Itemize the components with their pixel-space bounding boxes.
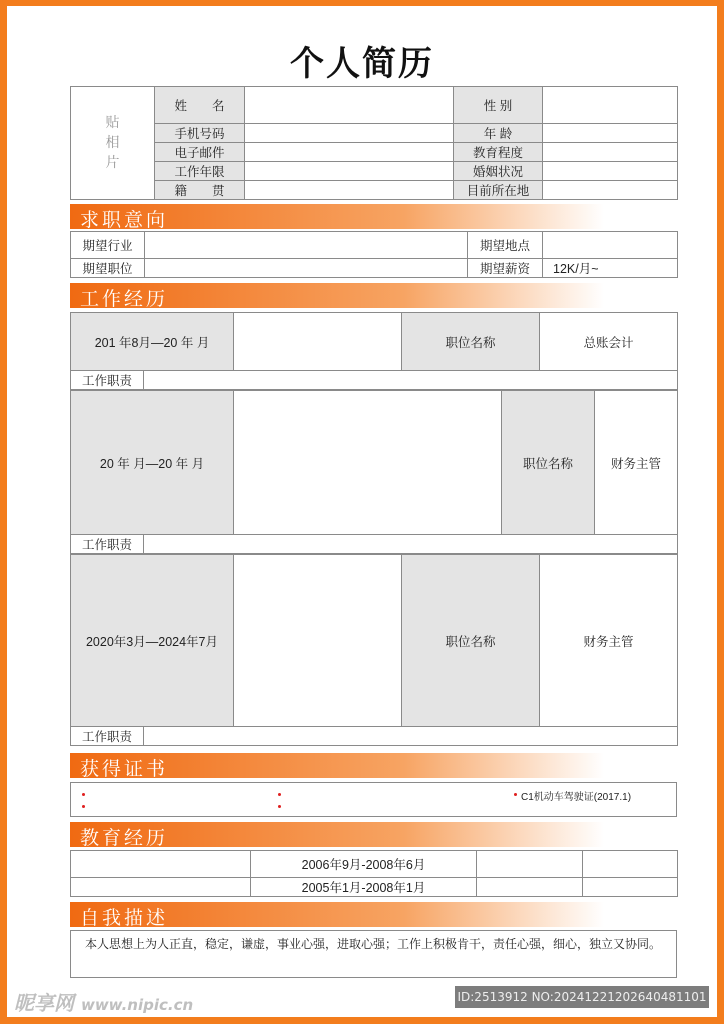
- personal-info-table: [70, 86, 678, 200]
- edu-degree-2[interactable]: [583, 878, 678, 897]
- work-company-3[interactable]: [234, 555, 402, 727]
- work-entry-1: [70, 312, 678, 390]
- edu-school-2[interactable]: [71, 878, 251, 897]
- duty-content-2[interactable]: [144, 535, 678, 554]
- age-label: 年 龄: [454, 124, 543, 143]
- name-value[interactable]: [245, 87, 454, 124]
- expected-location-label: 期望地点: [468, 232, 543, 259]
- photo-placeholder[interactable]: 贴 相 片: [71, 87, 155, 200]
- position-label-1: 职位名称: [402, 313, 540, 371]
- marital-status-value[interactable]: [543, 162, 678, 181]
- position-label-2: 职位名称: [502, 391, 595, 535]
- current-location-value[interactable]: [543, 181, 678, 200]
- edu-major-2[interactable]: [477, 878, 583, 897]
- cert-item: C1机动车驾驶证(2017.1): [521, 792, 632, 803]
- work-entry-2: [70, 390, 678, 554]
- current-location-label: 目前所在地: [454, 181, 543, 200]
- expected-industry-value[interactable]: [145, 232, 468, 259]
- name-label: 姓 名: [155, 87, 245, 124]
- work-years-label: 工作年限: [155, 162, 245, 181]
- position-value-3[interactable]: 财务主管: [540, 555, 678, 727]
- expected-position-label: 期望职位: [71, 259, 145, 278]
- position-value-2[interactable]: 财务主管: [595, 391, 678, 535]
- phone-label: 手机号码: [155, 124, 245, 143]
- email-label: 电子邮件: [155, 143, 245, 162]
- education-table: [70, 850, 678, 897]
- phone-value[interactable]: [245, 124, 454, 143]
- duty-content-3[interactable]: [144, 727, 678, 746]
- marital-status-label: 婚姻状况: [454, 162, 543, 181]
- expected-location-value[interactable]: [543, 232, 678, 259]
- work-company-2[interactable]: [234, 391, 502, 535]
- watermark-url: www.nipic.cn: [80, 996, 194, 1014]
- edu-school-1[interactable]: [71, 851, 251, 878]
- age-value[interactable]: [543, 124, 678, 143]
- gender-value[interactable]: [543, 87, 678, 124]
- duty-label-2: 工作职责: [71, 535, 144, 554]
- education-level-value[interactable]: [543, 143, 678, 162]
- gender-label: 性 别: [454, 87, 543, 124]
- section-header-work: 工作经历: [70, 283, 677, 308]
- cert-bullet-4: [278, 805, 281, 808]
- image-id-bar: ID:2513912 NO:20241221202640481101: [455, 986, 709, 1008]
- email-value[interactable]: [245, 143, 454, 162]
- expected-position-value[interactable]: [145, 259, 468, 278]
- position-label-3: 职位名称: [402, 555, 540, 727]
- edu-degree-1[interactable]: [583, 851, 678, 878]
- section-header-education: 教育经历: [70, 822, 677, 847]
- duty-label-1: 工作职责: [71, 371, 144, 390]
- work-entry-3: [70, 554, 678, 746]
- hometown-label: 籍 贯: [155, 181, 245, 200]
- self-description-box[interactable]: [70, 930, 677, 978]
- work-period-3: 2020年3月—2024年7月: [71, 555, 234, 727]
- section-header-intent: 求职意向: [70, 204, 677, 229]
- cert-bullet-5: [514, 793, 517, 796]
- watermark-logo: 昵享网 www.nipic.cn: [14, 991, 194, 1015]
- cert-bullet-2: [82, 805, 85, 808]
- duty-label-3: 工作职责: [71, 727, 144, 746]
- education-level-label: 教育程度: [454, 143, 543, 162]
- work-period-1: 201 年8月—20 年 月: [71, 313, 234, 371]
- page-title: 个人简历: [290, 44, 434, 84]
- job-intent-table: [70, 231, 678, 278]
- self-description-text: 本人思想上为人正直，稳定，谦虚，事业心强，进取心强；工作上积极肯干，责任心强，细心，独立又协同。: [85, 937, 662, 951]
- cert-bullet-3: [278, 793, 281, 796]
- section-header-self: 自我描述: [70, 902, 677, 927]
- section-header-certs: 获得证书: [70, 753, 677, 778]
- position-value-1[interactable]: 总账会计: [540, 313, 678, 371]
- expected-industry-label: 期望行业: [71, 232, 145, 259]
- hometown-value[interactable]: [245, 181, 454, 200]
- work-years-value[interactable]: [245, 162, 454, 181]
- edu-major-1[interactable]: [477, 851, 583, 878]
- duty-content-1[interactable]: [144, 371, 678, 390]
- edu-period-2: 2005年1月-2008年1月: [251, 878, 477, 897]
- certs-box[interactable]: [70, 782, 677, 817]
- edu-period-1: 2006年9月-2008年6月: [251, 851, 477, 878]
- work-company-1[interactable]: [234, 313, 402, 371]
- cert-bullet-1: [82, 793, 85, 796]
- expected-salary-value[interactable]: 12K/月~: [543, 259, 678, 278]
- work-period-2: 20 年 月—20 年 月: [71, 391, 234, 535]
- expected-salary-label: 期望薪资: [468, 259, 543, 278]
